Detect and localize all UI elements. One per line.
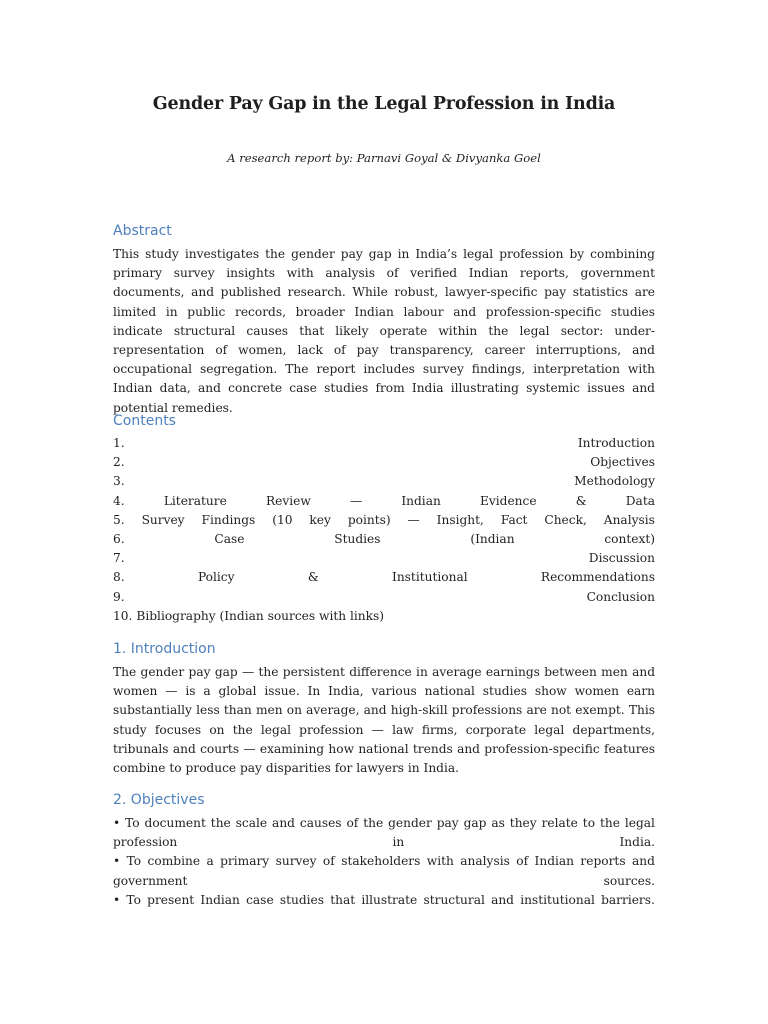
toc-entry-word: Discussion — [588, 551, 655, 566]
objective-line — [113, 891, 655, 910]
toc-entry-word: & — [575, 493, 587, 508]
objective-word: reports — [580, 854, 626, 869]
objective-word: To — [126, 892, 141, 907]
objective-word: • — [113, 816, 121, 830]
objective-word: barriers. — [601, 892, 655, 907]
objective-word: of — [516, 854, 529, 869]
contents-heading: Contents — [113, 413, 176, 429]
objective-word: sources. — [603, 873, 655, 888]
objective-line — [113, 872, 655, 891]
objective-word: Indian — [200, 892, 240, 907]
objective-word: gender — [388, 816, 432, 830]
objective-word: in — [392, 835, 405, 850]
toc-entry-word: Institutional — [392, 570, 468, 585]
toc-entry-word: (Indian — [470, 531, 515, 546]
objective-word: survey — [275, 854, 317, 869]
toc-entry-number: 3. — [113, 474, 125, 489]
objective-word: the — [210, 816, 231, 830]
toc-entry-word: Indian — [401, 493, 441, 508]
objectives-heading: 2. Objectives — [113, 792, 205, 808]
objective-word: studies — [279, 892, 325, 907]
objective-word: the — [363, 816, 384, 830]
toc-entry-word: Analysis — [603, 512, 655, 527]
toc-entry — [113, 607, 655, 626]
objective-word: India. — [619, 835, 655, 850]
toc-entry-word: points) — [347, 512, 391, 527]
toc-entry-word: Data — [625, 493, 655, 508]
objective-word: primary — [220, 854, 270, 869]
toc-entry-word: Studies — [334, 531, 381, 546]
toc-entry-number: 10. — [113, 608, 133, 623]
toc-entry — [113, 530, 655, 549]
objective-word: illustrate — [361, 892, 418, 907]
toc-entry-word: Policy — [197, 570, 235, 585]
objective-word: • — [113, 854, 121, 869]
toc-entry-word: Literature — [163, 493, 227, 508]
toc-entry-number: 7. — [113, 551, 125, 566]
objective-word: and — [272, 816, 295, 830]
toc-entry — [113, 511, 655, 530]
objective-word: combine — [147, 854, 201, 869]
objective-word: gap — [463, 816, 487, 830]
toc-entry — [113, 549, 655, 568]
objective-word: a — [206, 854, 214, 869]
objective-word: stakeholders — [341, 854, 421, 869]
objective-word: present — [147, 892, 195, 907]
objective-line — [113, 814, 655, 833]
objective-word: to — [582, 816, 596, 830]
abstract-text: This study investigates the gender pay gap in India’s legal profession by combining primary survey insights with analysis of verified Indian reports, government documents, and published research. While robust, lawyer-specific pay statistics are limited in public records, broader Indian labour and profession-specific studies indicate structural causes that likely operate within the legal sector: under-representation of women, lack of pay transparency, career interruptions, and occupational segregation. The report includes survey findings, interpretation with Indian data, and concrete case studies from India illustrating systemic issues and potential remedies. — [113, 247, 655, 415]
objective-word: To — [126, 854, 142, 869]
objective-word: • — [113, 892, 121, 907]
toc-entry-word: Review — [265, 493, 311, 508]
toc-entry — [113, 434, 655, 453]
toc-entry-word: & — [307, 570, 319, 585]
objective-word: they — [509, 816, 537, 830]
toc-entry-word: Insight, — [436, 512, 484, 527]
toc-entry-word: key — [309, 512, 331, 527]
objective-word: causes — [299, 816, 342, 830]
toc-entry-word: Survey — [141, 512, 185, 527]
objective-word: document — [144, 816, 206, 830]
objective-word: relate — [541, 816, 578, 830]
abstract-heading: Abstract — [113, 223, 172, 239]
toc-entry-number: 6. — [113, 531, 125, 546]
toc-entry-word: (10 — [272, 512, 293, 527]
objective-word: profession — [113, 835, 178, 850]
objective-word: pay — [436, 816, 459, 830]
objective-word: Indian — [534, 854, 575, 869]
objective-word: as — [491, 816, 505, 830]
introduction-text: The gender pay gap — the persistent difference in average earnings between men and women — is a global issue. In India, various national studies show women earn substantially less than men on average, and high-skill professions are not exempt. This study focuses on the legal profession — law firms, corporate legal departments, tribunals and courts — examining how national trends and profession-specific features combine to produce pay disparities for lawyers in India. — [113, 665, 655, 776]
objective-word: To — [125, 816, 140, 830]
table-of-contents — [113, 434, 655, 626]
toc-entry-word: Methodology — [574, 474, 655, 489]
objective-line — [113, 833, 655, 852]
toc-entry-word: Recommendations — [540, 570, 655, 585]
objective-line — [113, 852, 655, 871]
toc-entry-word: Fact — [500, 512, 528, 527]
document-title: Gender Pay Gap in the Legal Profession in India — [152, 94, 616, 114]
toc-entry-word: — — [349, 493, 363, 508]
toc-entry — [113, 453, 655, 472]
objective-word: and — [491, 892, 514, 907]
objective-word: government — [113, 873, 188, 888]
objective-word: of — [322, 854, 335, 869]
toc-entry — [113, 588, 655, 607]
toc-entry — [113, 492, 655, 511]
document-byline: A research report by: Parnavi Goyal & Divyanka Goel — [227, 151, 541, 165]
toc-entry-word: Introduction — [577, 436, 655, 450]
toc-entry-number: 1. — [113, 436, 125, 450]
toc-entry-word: Case — [214, 531, 245, 546]
toc-entry-word: Conclusion — [586, 589, 655, 604]
toc-entry-word: Evidence — [479, 493, 537, 508]
introduction-heading: 1. Introduction — [113, 641, 216, 657]
objective-word: case — [246, 892, 274, 907]
toc-entry-word: Objectives — [590, 455, 655, 470]
toc-entry-word: Findings — [201, 512, 256, 527]
toc-entry-label: Bibliography (Indian sources with links) — [136, 608, 385, 623]
toc-entry-number: 4. — [113, 493, 125, 508]
objective-word: institutional — [520, 892, 595, 907]
toc-entry-word: Check, — [544, 512, 587, 527]
toc-entry-number: 2. — [113, 455, 125, 470]
objective-word: the — [599, 816, 620, 830]
objective-word: scale — [235, 816, 268, 830]
objective-word: that — [330, 892, 356, 907]
objective-word: analysis — [460, 854, 510, 869]
toc-entry-number: 8. — [113, 570, 125, 585]
objective-word: and — [631, 854, 655, 869]
toc-entry-word: context) — [604, 531, 655, 546]
objectives-list — [113, 814, 655, 910]
objective-word: legal — [624, 816, 655, 830]
toc-entry-number: 9. — [113, 589, 125, 604]
objective-word: structural — [423, 892, 485, 907]
toc-entry-word: — — [407, 512, 420, 527]
toc-entry-number: 5. — [113, 512, 125, 527]
objective-word: of — [346, 816, 359, 830]
toc-entry — [113, 568, 655, 587]
objective-word: with — [426, 854, 454, 869]
toc-entry — [113, 472, 655, 491]
